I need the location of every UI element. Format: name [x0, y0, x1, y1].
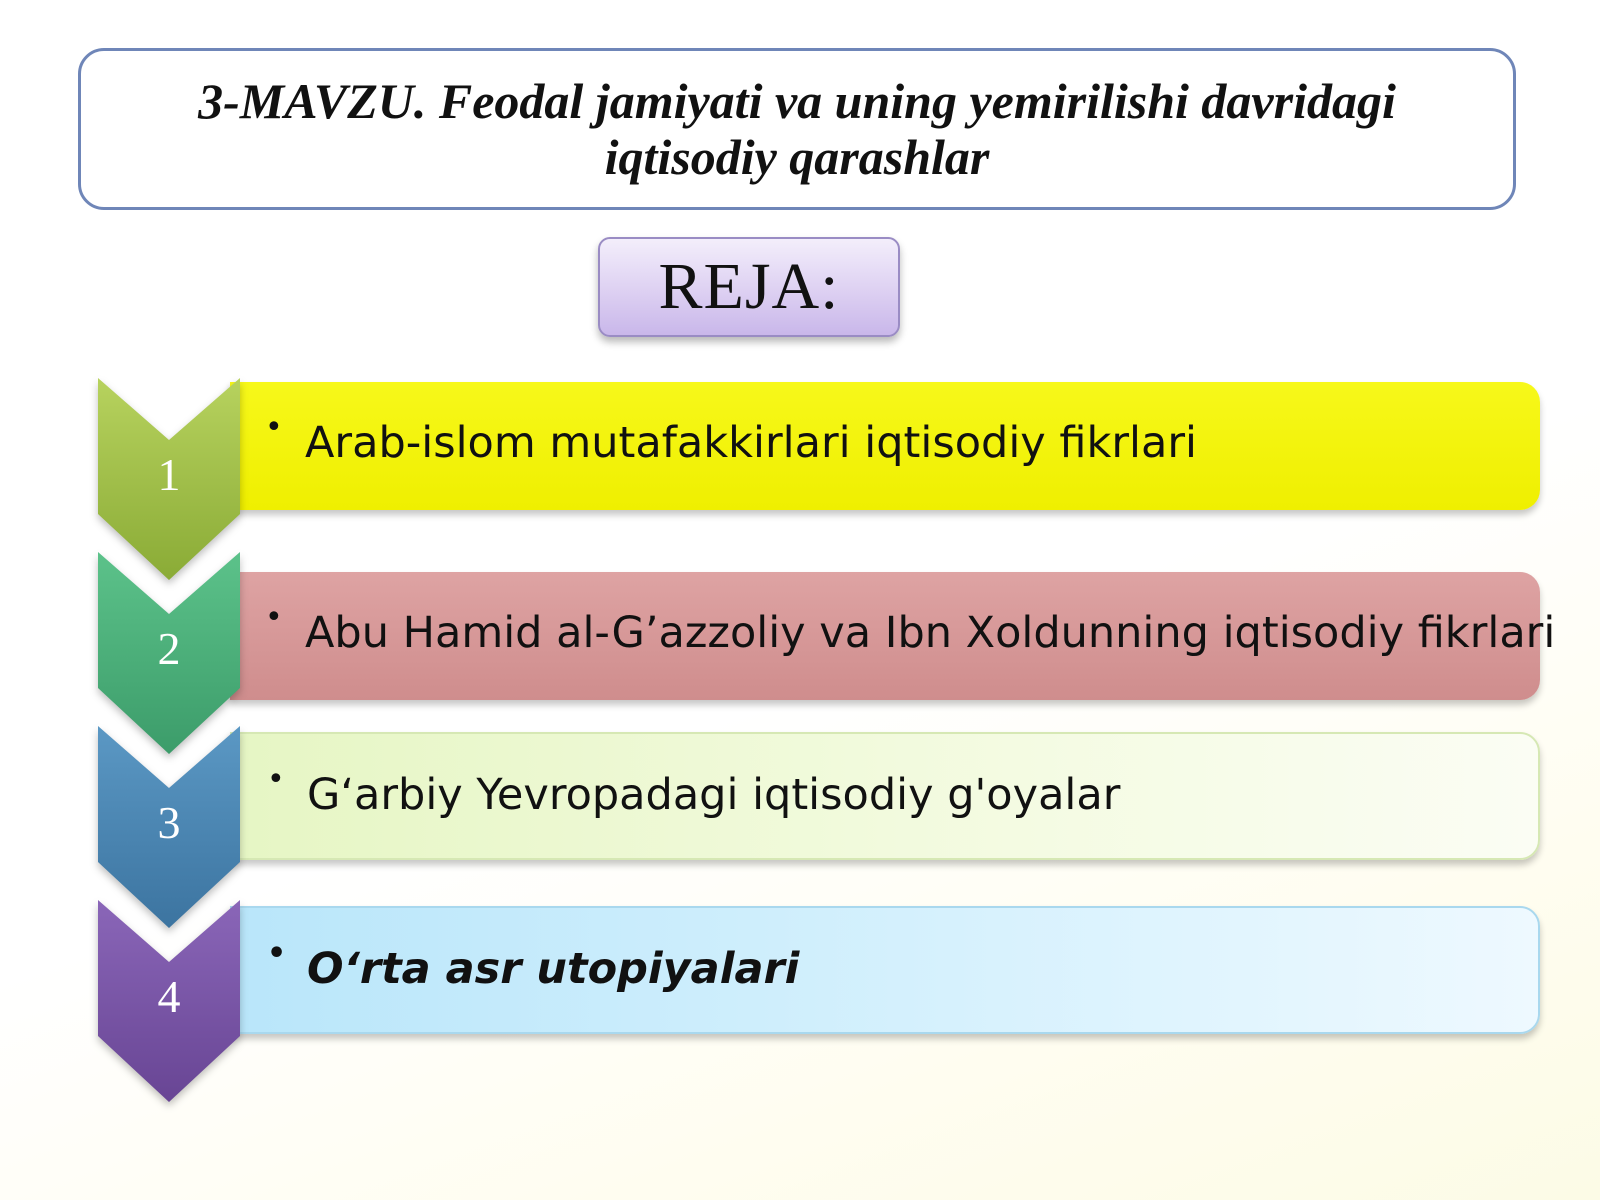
- step-number-1: 1: [157, 449, 181, 500]
- list-item-2-text-wrap: [265, 600, 1556, 658]
- bullet-icon: •: [267, 762, 285, 797]
- list-item-3-text-wrap: [267, 762, 1121, 820]
- title-box: [78, 48, 1516, 210]
- list-item-2-text: Abu Hamid al-G’azzoliy va Ibn Xoldunning iqtisodiy fikrlari: [305, 608, 1556, 658]
- list-item-1: [230, 382, 1540, 510]
- step-number-2: 2: [157, 623, 181, 674]
- bullet-icon: •: [267, 936, 287, 971]
- list-item-2: [230, 572, 1556, 700]
- chevron-4: [98, 900, 240, 1102]
- plan-label-box: [598, 237, 900, 337]
- bullet-icon: •: [265, 600, 283, 635]
- list-item-4-text-wrap: [267, 936, 800, 994]
- chevron-2: [98, 552, 240, 754]
- list-item-4-text: O‘rta asr utopiyalari: [307, 944, 800, 994]
- step-number-3: 3: [157, 797, 181, 848]
- step-number-4: 4: [157, 971, 181, 1022]
- plan-label: REJA:: [658, 250, 840, 323]
- list-item-3: [230, 732, 1540, 860]
- list-item-3-text: G‘arbiy Yevropadagi iqtisodiy g'oyalar: [307, 770, 1121, 820]
- slide-title: 3-MAVZU. Feodal jamiyati va uning yemirilishi davridagi iqtisodiy qarashlar: [198, 73, 1396, 185]
- bullet-icon: •: [265, 410, 283, 445]
- chevron-3: [98, 726, 240, 928]
- list-item-1-text-wrap: [265, 410, 1197, 468]
- list-item-4: [230, 906, 1540, 1034]
- list-item-1-text: Arab-islom mutafakkirlari iqtisodiy fikrlari: [305, 418, 1197, 468]
- chevron-1: [98, 378, 240, 580]
